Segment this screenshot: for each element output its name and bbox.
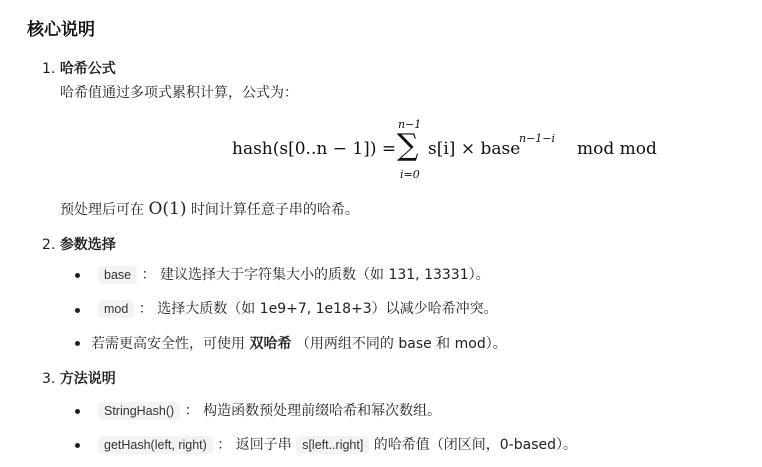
list-item-parameters: [42, 234, 116, 254]
formula-note: [60, 199, 359, 219]
item-post: 的哈希值（闭区间，0-based）。: [373, 437, 577, 453]
list-item-methods: [42, 368, 116, 388]
formula-term: s[i] × base: [428, 139, 521, 159]
item-text: ： 构造函数预处理前缀哈希和幂次数组。: [184, 403, 442, 419]
note-post: 时间计算任意子串的哈希。: [190, 202, 359, 218]
code-constructor: StringHash(): [98, 402, 180, 420]
code-substring: s[left..right]: [296, 436, 369, 454]
list-item: [98, 264, 490, 284]
list-number: 2.: [42, 237, 56, 253]
code-mod: mod: [98, 300, 134, 318]
list-title: 参数选择: [59, 237, 116, 253]
big-o-notation: O(1): [148, 199, 187, 219]
list-item-hash-formula: [42, 58, 116, 78]
bullet-icon: [75, 273, 80, 278]
item-post: （用两组不同的 base 和 mod）。: [295, 336, 507, 352]
section-heading: 核心说明: [27, 20, 95, 40]
item-text: ： 选择大质数（如 1e9+7, 1e18+3）以减少哈希冲突。: [138, 301, 498, 317]
code-gethash: getHash(left, right): [98, 436, 213, 454]
list-number: 3.: [42, 371, 56, 387]
bullet-icon: [75, 409, 80, 414]
sum-upper-limit: n−1: [398, 118, 422, 131]
hash-formula: [232, 118, 662, 184]
formula-intro: 哈希值通过多项式累积计算，公式为：: [60, 85, 298, 101]
list-item: [98, 400, 441, 420]
bullet-icon: [75, 341, 80, 346]
list-item: [91, 333, 507, 353]
bullet-icon: [75, 308, 80, 313]
list-title: 方法说明: [59, 371, 116, 387]
bullet-icon: [75, 443, 80, 448]
note-pre: 预处理后可在: [60, 202, 144, 218]
formula-mod: mod mod: [577, 139, 657, 159]
list-number: 1.: [42, 61, 56, 77]
formula-exponent: n−1−i: [519, 132, 556, 145]
code-base: base: [98, 266, 137, 284]
sigma-symbol: ∑: [397, 128, 419, 163]
item-text: ： 返回子串: [217, 437, 292, 453]
item-text: ： 建议选择大于字符集大小的质数（如 131, 13331）。: [141, 267, 490, 283]
list-title: 哈希公式: [59, 61, 116, 77]
item-bold: 双哈希: [249, 336, 292, 352]
list-item: [98, 434, 577, 454]
list-item: [98, 298, 498, 318]
sum-lower-limit: i=0: [400, 168, 420, 181]
item-pre: 若需更高安全性，可使用: [91, 336, 245, 352]
formula-lhs: hash(s[0..n − 1]) =: [232, 139, 397, 159]
